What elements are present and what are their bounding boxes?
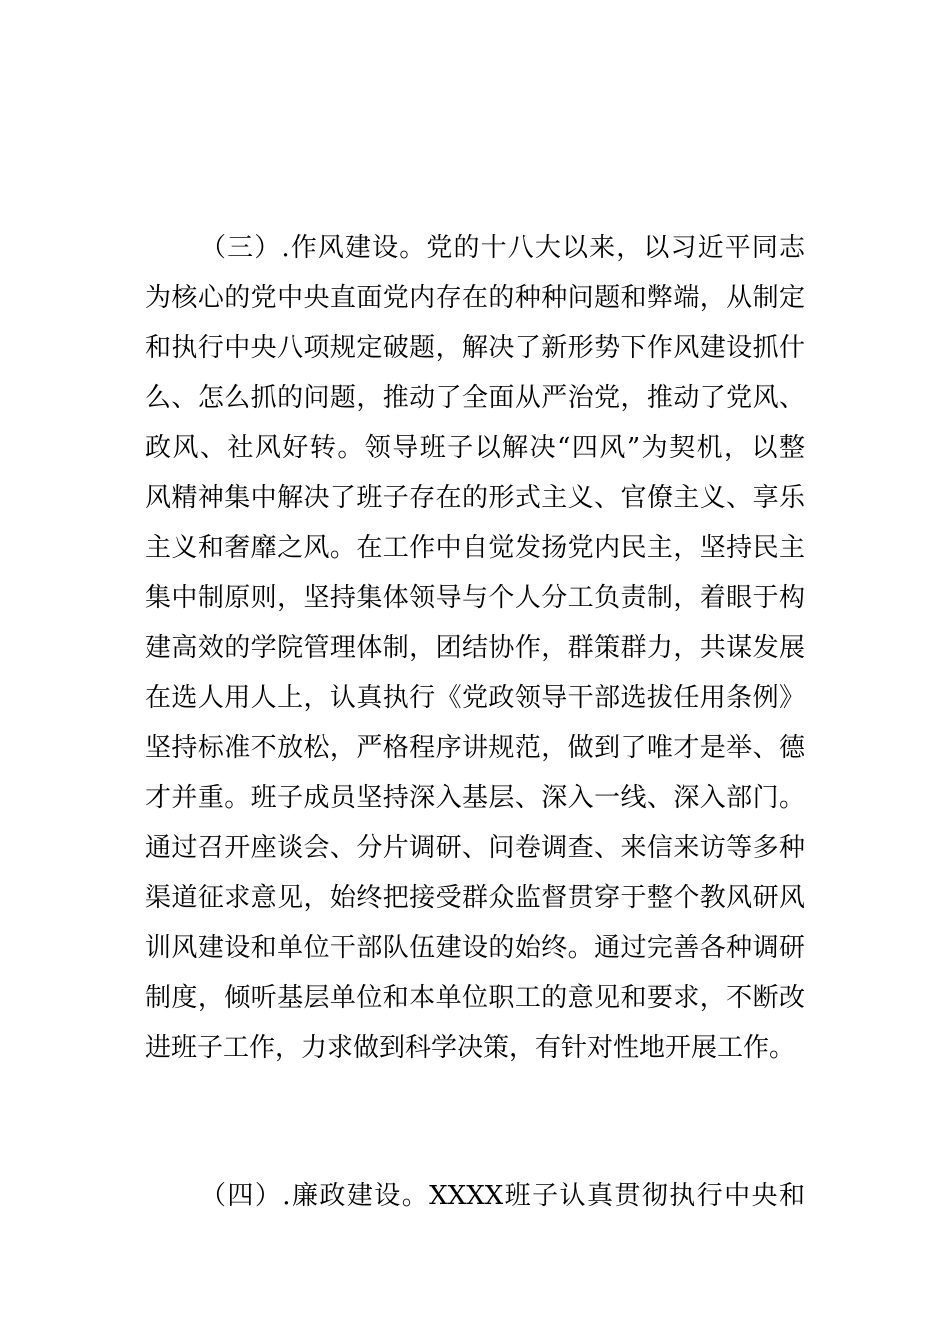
paragraph-line: 么、怎么抓的问题，推动了全面从严治党，推动了党风、 <box>145 383 805 413</box>
paragraph-line: 为核心的党中央直面党内存在的种种问题和弊端，从制定 <box>145 283 805 313</box>
paragraph-line: 坚持标准不放松，严格程序讲规范，做到了唯才是举、德 <box>145 733 805 763</box>
paragraph-line: （三）.作风建设。党的十八大以来，以习近平同志 <box>200 233 805 263</box>
paragraph-line: （四）.廉政建设。XXXX班子认真贯彻执行中央和 <box>200 1181 805 1211</box>
paragraph-line: 通过召开座谈会、分片调研、问卷调查、来信来访等多种 <box>145 833 805 863</box>
paragraph-line: 进班子工作，力求做到科学决策，有针对性地开展工作。 <box>145 1033 796 1063</box>
paragraph-line: 风精神集中解决了班子存在的形式主义、官僚主义、享乐 <box>145 483 805 513</box>
paragraph-line: 政风、社风好转。领导班子以解决“四风”为契机，以整 <box>145 433 805 463</box>
paragraph-line: 和执行中央八项规定破题，解决了新形势下作风建设抓什 <box>145 333 805 363</box>
paragraph-line: 建高效的学院管理体制，团结协作，群策群力，共谋发展 <box>145 633 805 663</box>
paragraph-line: 渠道征求意见，始终把接受群众监督贯穿于整个教风研风 <box>145 883 805 913</box>
paragraph-line: 制度，倾听基层单位和本单位职工的意见和要求，不断改 <box>145 983 805 1013</box>
paragraph-line: 主义和奢靡之风。在工作中自觉发扬党内民主，坚持民主 <box>145 533 805 563</box>
paragraph-line: 训风建设和单位干部队伍建设的始终。通过完善各种调研 <box>145 933 805 963</box>
paragraph-line: 在选人用人上，认真执行《党政领导干部选拔任用条例》 <box>145 683 805 713</box>
paragraph-line: 集中制原则，坚持集体领导与个人分工负责制，着眼于构 <box>145 583 805 613</box>
paragraph-line: 才并重。班子成员坚持深入基层、深入一线、深入部门。 <box>145 783 805 813</box>
